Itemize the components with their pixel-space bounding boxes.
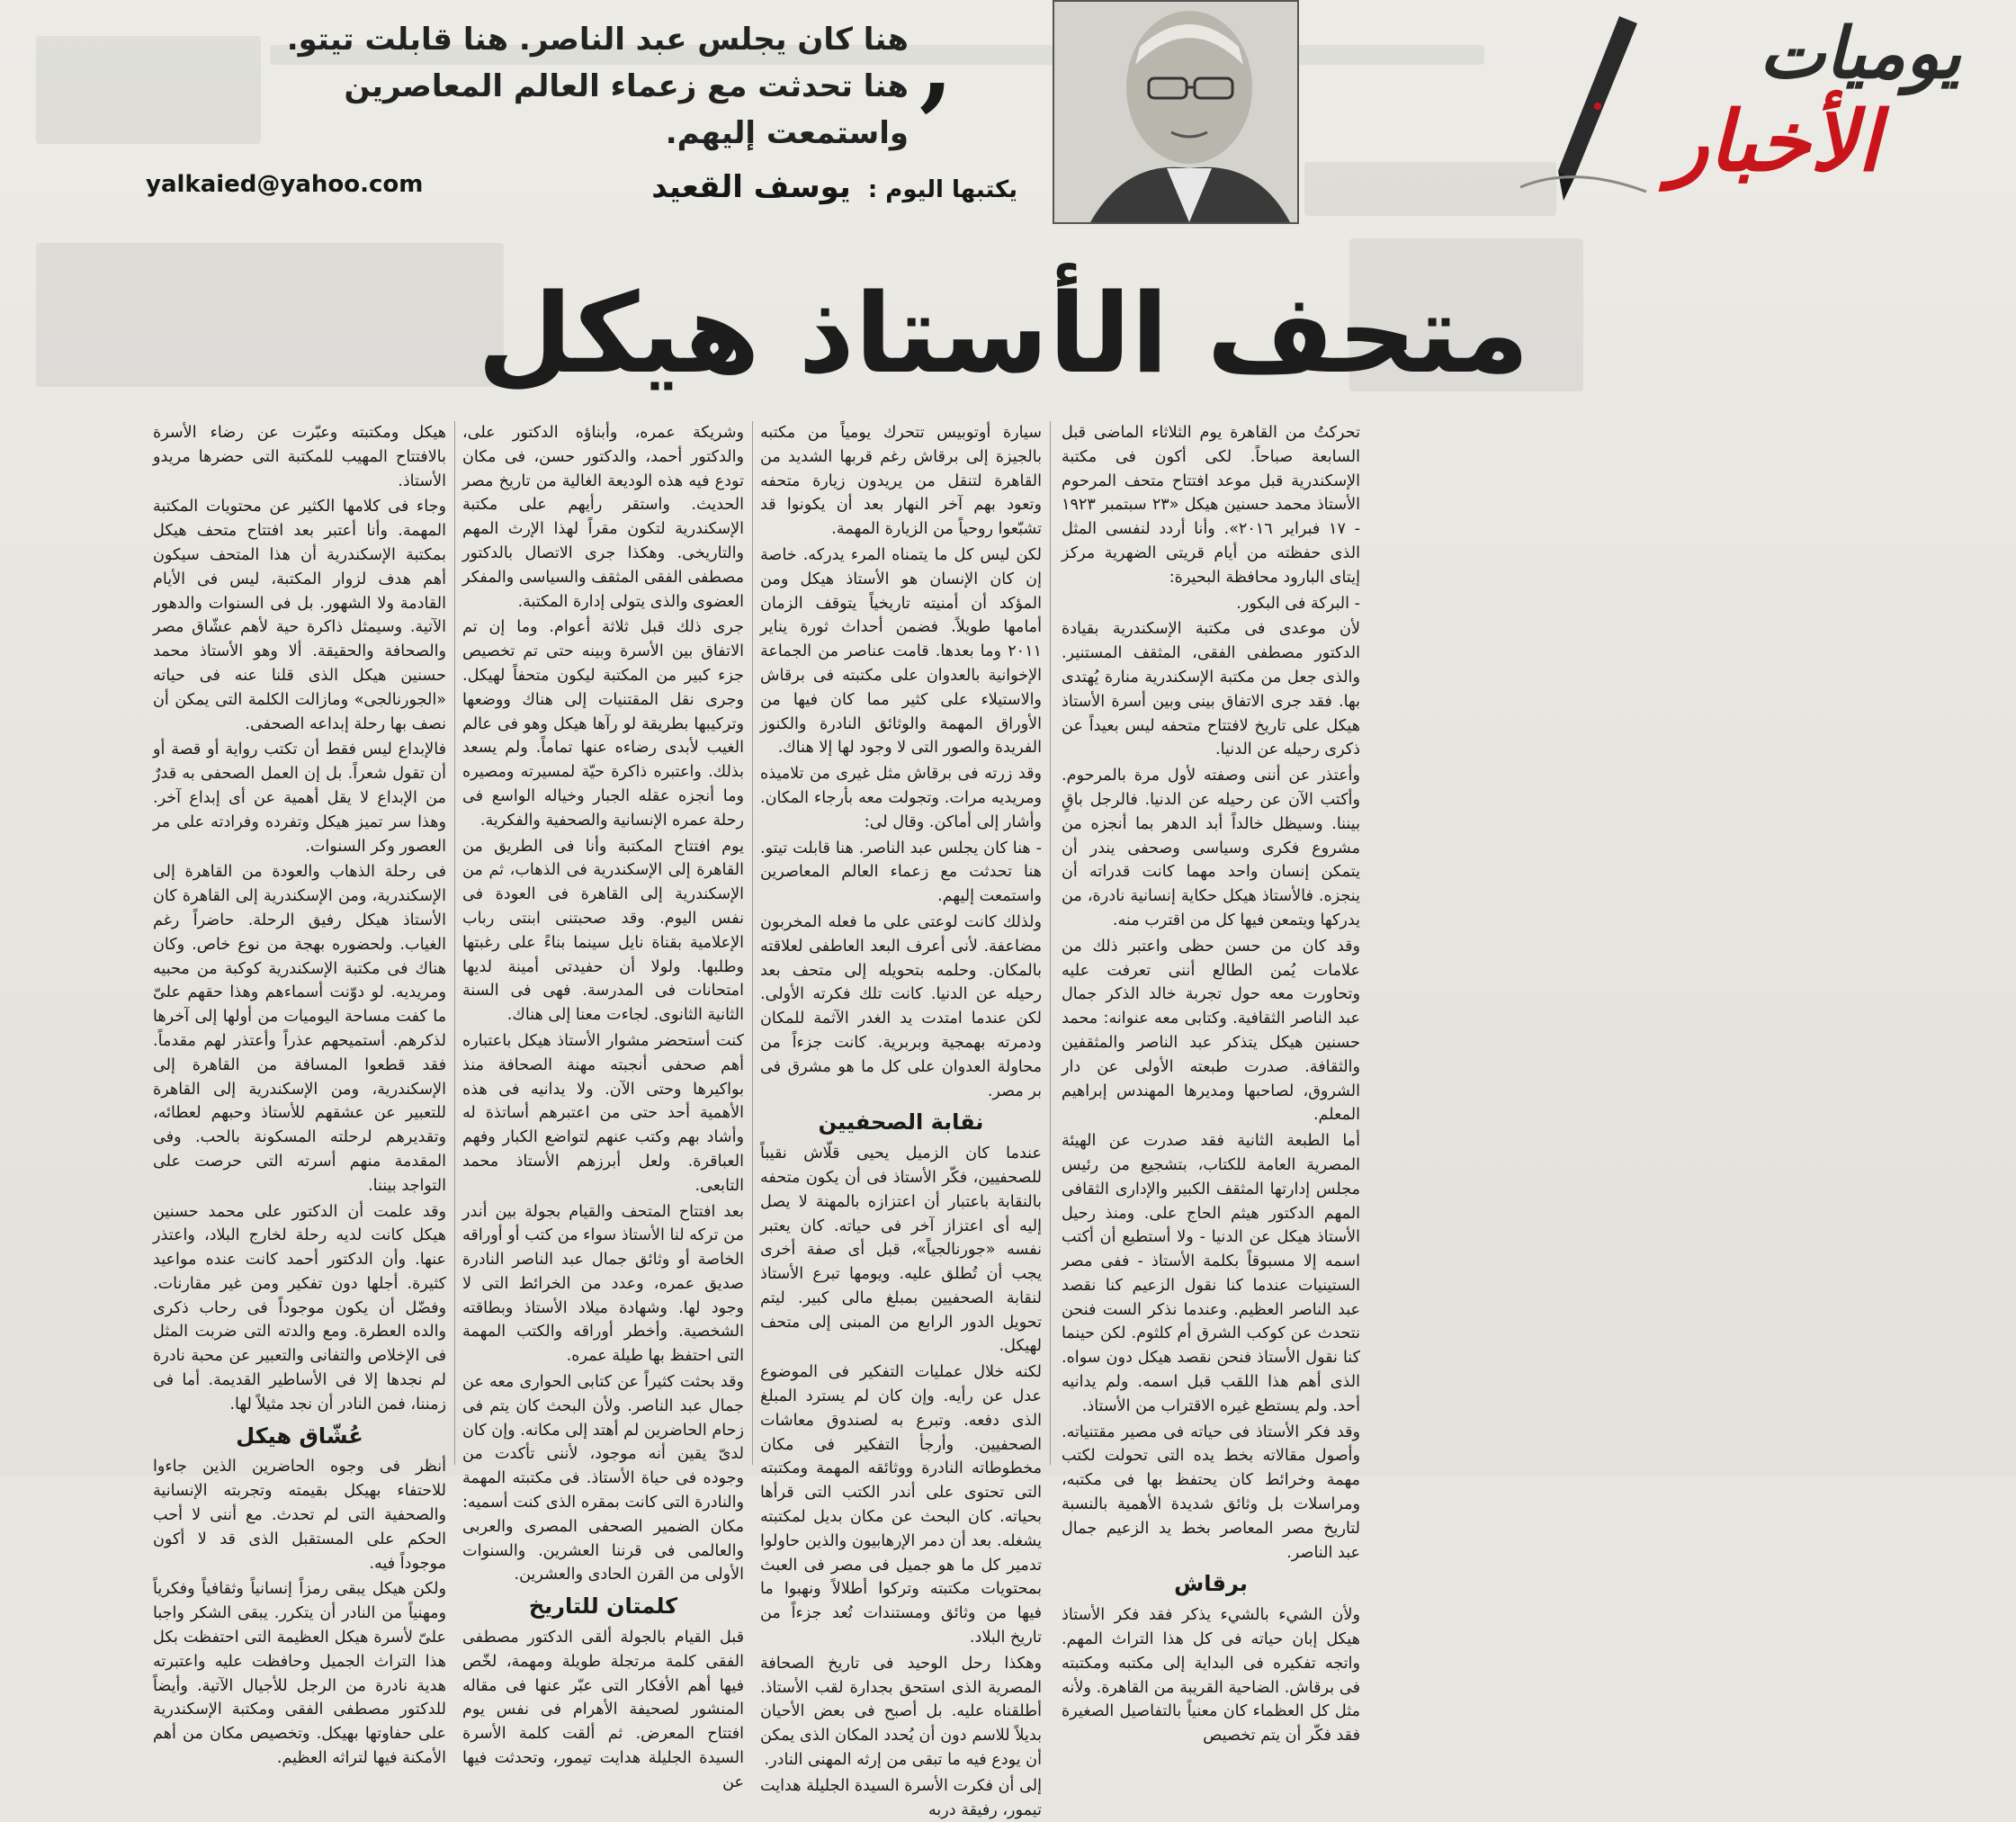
paragraph: عندما كان الزميل يحيى قلّاش نقيباً للصحفيين، فكّر الأستاذ فى أن يكون متحفه بالنقابة باعتبار أن اعتزازه بالمهنة لا يصل إليه أى اعتزاز آخر فى حياته. كان يعتبر نفسه «جورنالجياً»، قبل أى صفة أخرى يجب أن تُطلق عليه. ويومها تبرع الأستاذ لنقابة الصحفيين بمبلغ مالى كبير. ليتم تحويل الدور الرابع من المبنى إلى متحف لهيكل.: [760, 1144, 1042, 1356]
paragraph: لكن ليس كل ما يتمناه المرء يدركه. خاصة إن كان الإنسان هو الأستاذ هيكل ومن المؤكد أن أمنيته تاريخياً يتوقف الزمان أمامها طويلاً. فضمن أحداث ثورة يناير ٢٠١١ وما بعدها. قامت عناصر من الجماعة الإخوانية بالعدوان على مكتبته فى برقاش والاستيلاء على كثير مما كان فيها من الأوراق المهمة والوثائق النادرة والكنوز الفريدة والصور التى لا وجود لها إلا هناك.: [760, 545, 1042, 758]
paragraph: وهكذا رحل الوحيد فى تاريخ الصحافة المصرية الذى استحق بجدارة لقب الأستاذ. أطلقناه عليه. بل أصبح فى بعض الأحيان بديلاً للاسم دون أن يُحدد المكان الذى يمكن أن يودع فيه ما تبقى من إرثه المهنى النادر.: [760, 1654, 1042, 1770]
paragraph: وقد زرته فى برقاش مثل غيرى من تلاميذه ومريديه مرات. وتجولت معه بأرجاء المكان. وأشار إلى أماكن. وقال لى:: [760, 765, 1042, 831]
paragraph: فى رحلة الذهاب والعودة من القاهرة إلى الإسكندرية، ومن الإسكندرية إلى القاهرة كان الأستاذ هيكل رفيق الرحلة. حاضراً رغم الغياب. ولحضوره بهجة من نوع خاص. وكان هناك فى مكتبة الإسكندرية كوكبة من محبيه ومريديه. لو دوّنت أسماءهم وهذا حقهم علىّ ما كفت مساحة اليوميات من أولها إلى آخرها لذكرهم. أستميحهم عذراً وأعتذر لهم مقدماً. فقد قطعوا المسافة من القاهرة إلى الإسكندرية، ومن الإسكندرية إلى القاهرة للتعبير عن عشقهم للأستاذ وحبهم لعطائه، وتقديرهم لرحلته المسكونة بالحب. وفى المقدمة منهم أسرته التى حرصت على التواجد بيننا.: [153, 863, 446, 1195]
column-rule: [454, 421, 455, 1465]
paragraph: قبل القيام بالجولة ألقى الدكتور مصطفى الفقى كلمة مرتجلة طويلة ومهمة، لخّص فيها أهم الأفكار التى عبّر عنها فى مقاله المنشور لصحيفة الأهرام فى نفس يوم افتتاح المعرض. ثم ألقت كلمة الأسرة السيدة الجليلة هدايت تيمور، وتحدثت فيها عن: [462, 1629, 744, 1791]
column-rule: [752, 421, 753, 1465]
portrait-illustration: [1054, 2, 1297, 222]
paragraph: وقد كان من حسن حظى واعتبر ذلك من علامات يُمن الطالع أننى تعرفت عليه وتحاورت معه حول تجربة خالد الذكر جمال عبد الناصر الثقافية. وكتابى معه عنوانه: محمد حسنين هيكل يتذكر عبد الناصر والمثقفين والثقافة. صدرت طبعته الأولى عن دار الشروق، لصاحبها ومديرها المهندس إبراهيم المعلم.: [1062, 937, 1360, 1125]
paragraph: وجاء فى كلامها الكثير عن محتويات المكتبة المهمة. وأنا أعتبر بعد افتتاح متحف هيكل بمكتبة الإسكندرية أن هذا المتحف سيكون أهم هدف لزوار المكتبة، ليس فى الأيام القادمة ولا الشهور. بل فى السنوات والدهور الآتية. وسيمثل ذاكرة حية لأهم عشّاق مصر والصحافة والحقيقة. ألا وهو الأستاذ محمد حسنين هيكل الذى قلنا عنه فى حياته «الجورنالجى» ومازالت الكلمة التى يمكن أن نصف بها رحلة إبداعه الصحفى.: [153, 498, 446, 733]
pull-quote-text: هنا كان يجلس عبد الناصر. هنا قابلت تيتو. هنا تحدثت مع زعماء العالم المعاصرين واستمعت إليهم.: [286, 22, 909, 151]
section-subhead: برقاش: [1174, 1571, 1248, 1597]
headline: متحف الأستاذ هيكل: [477, 270, 1529, 398]
paragraph: هيكل ومكتبته وعبّرت عن رضاء الأسرة بالافتتاح المهيب للمكتبة التى حضرها مريدو الأستاذ.: [153, 424, 446, 490]
paragraph: كنت أستحضر مشوار الأستاذ هيكل باعتباره أهم صحفى أنجبته مهنة الصحافة منذ بواكيرها وحتى الآن. ولا يدانيه فى هذه الأهمية أحد حتى من اعتبرهم أساتذة له وأشاد بهم وكتب عنهم لتواضع الكبار وفهم العباقرة. ولعل أبرزهم الأستاذ محمد التابعى.: [462, 1031, 744, 1195]
paragraph: جرى ذلك قبل ثلاثة أعوام. وما إن تم الاتفاق بين الأسرة وبينه حتى تم تخصيص جزء كبير من المكتبة ليكون متحفاً لهيكل. وجرى نقل المقتنيات إلى هناك ووضعها وتركيبها بطريقة لو رآها هيكل وهو فى عالم الغيب لأبدى رضاءه عنها تماماً. ولم يسعد بذلك. واعتبره ذاكرة حيّة لمسيرته ومصيره وما أنجزه عقله الجبار وخياله الواسع فى رحلة عمره الإنسانية والصحفية والفكرية.: [462, 618, 744, 830]
bleed-through: [36, 36, 261, 144]
paragraph: لأن موعدى فى مكتبة الإسكندرية بقيادة الدكتور مصطفى الفقى، المثقف المستنير. والذى جعل من مكتبة الإسكندرية منارة يُهتدى بها. فقد جرى الاتفاق بينى وبين أسرة الأستاذ هيكل على تاريخ لافتتاح متحفه ليس بعيداً عن ذكرى رحيله عن الدنيا.: [1062, 620, 1360, 759]
article-column-4: [153, 421, 446, 1768]
paragraph: فالإبداع ليس فقط أن تكتب رواية أو قصة أو أن تقول شعراً. بل إن العمل الصحفى به قدرٌ من الإبداع لا يقل أهمية عن أى إبداع آخر. وهذا سر تميز هيكل وتفرده وفرادته على مر العصور وكر السنوات.: [153, 740, 446, 856]
article-column-2: [760, 421, 1042, 1819]
byline: [651, 169, 1017, 205]
paragraph: ولكن هيكل يبقى رمزاً إنسانياً وثقافياً وفكرياً ومهنياً من النادر أن يتكرر. يبقى الشكر واجبا علىّ لأسرة هيكل العظيمة التى احتفظت بكل هذا التراث الجميل وحافظت عليه واعتبرته هدية نادرة من الرجل للأجيال الآتية. وأيضاً للدكتور مصطفى الفقى ومكتبة الإسكندرية على حفاوتها بهيكل. وتخصيص مكان من أهم الأمكنة فيها لتراثه العظيم.: [153, 1580, 446, 1768]
masthead: [1511, 7, 1979, 214]
section-subhead: نقابة الصحفيين: [818, 1109, 984, 1135]
paragraph: وأعتذر عن أننى وصفته لأول مرة بالمرحوم. وأكتب الآن عن رحيله عن الدنيا. فالرجل باقٍ بيننا. وسيظل خالداً أبد الدهر بما أنجزه من مشروع فكرى وسياسى وصحفى يندر أن يتمكن إنسان واحد مهما كانت قدراته أن ينجزه. فالأستاذ هيكل حكاية إنسانية نادرة، من يدركها ويتمعن فيها كل من اقترب منه.: [1062, 767, 1360, 929]
paragraph: وقد علمت أن الدكتور على محمد حسنين هيكل كانت لديه رحلة لخارج البلاد، واعتذر عنها. وأن الدكتور أحمد كانت عنده مواعيد كثيرة. أجلها دون تفكير ومن غير مقارنات. وفضّل أن يكون موجوداً فى رحاب ذكرى والده العطرة. ومع والدته التى ضربت المثل فى الإخلاص والتفانى والتعبير عن محبة نادرة لم نجدها إلا فى الأساطير القديمة. أما فى زمننا، فمن النادر أن نجد مثيلاً لها.: [153, 1202, 446, 1414]
paragraph: ولذلك كانت لوعتى على ما فعله المخربون مضاعفة. لأنى أعرف البعد العاطفى لعلاقته بالمكان. وحلمه بتحويله إلى متحف بعد رحيله عن الدنيا. كانت تلك فكرته الأولى. لكن عندما امتدت يد الغدر الآثمة للمكان ودمرته بهمجية وبربرية. كانت جزءاً من محاولة العدوان على كل ما هو مشرق فى بر مصر.: [760, 912, 1042, 1100]
section-subhead: كلمتان للتاريخ: [528, 1593, 678, 1620]
paragraph: يوم افتتاح المكتبة وأنا فى الطريق من القاهرة إلى الإسكندرية فى الذهاب، ثم من الإسكندرية إلى القاهرة فى العودة فى نفس اليوم. وقد صحبتنى ابنتى رباب الإعلامية بقناة نايل سينما بناءً على رغبتها وطلبها. ولولا أن حفيدتى أمينة لديها امتحانات فى المدرسة. فهى فى السنة الثانية الثانوى. لجاءت معنا إلى هناك.: [462, 837, 744, 1025]
paragraph: بعد افتتاح المتحف والقيام بجولة بين أندر من تركه لنا الأستاذ سواء من كتب أو أوراقه الخاصة أو وثائق جمال عبد الناصر النادرة صديق عمره، وعدد من الخرائط التى لا وجود لها. وشهادة ميلاد الأستاذ وبطاقته الشخصية. وأخطر أوراقه والكتب المهمة التى احتفظ بها طيلة عمره.: [462, 1202, 744, 1366]
paragraph: ولأن الشيء بالشيء يذكر فقد فكر الأستاذ هيكل إبان حياته فى كل هذا التراث المهم. واتجه تفكيره فى البداية إلى مكتبه ومكتبته فى برقاش. الضاحية القريبة من القاهرة. ولأنه مثل كل العظماء كان معنياً بالتفاصيل الصغيرة فقد فكّر أن يتم تخصيص: [1062, 1606, 1360, 1746]
bleed-through: [36, 243, 504, 387]
author-email: yalkaied@yahoo.com: [146, 171, 424, 198]
section-subhead: عُشّاق هيكل: [236, 1423, 363, 1449]
paragraph: سيارة أوتوبيس تتحرك يومياً من مكتبه بالجيزة إلى برقاش رغم قربها الشديد من القاهرة لتنقل من يريدون زيارة متحفه وتعود بهم آخر النهار بعد أن يكونوا قد تشبّعوا روحياً من الزيارة المهمة.: [760, 424, 1042, 539]
byline-label: يكتبها اليوم :: [867, 176, 1017, 203]
masthead-title-bottom: الأخبار: [1668, 93, 1880, 190]
fountain-pen-icon: [1511, 7, 1655, 214]
article-column-3: [462, 421, 744, 1791]
masthead-title-top: يوميات: [1759, 13, 1961, 94]
paragraph: أنظر فى وجوه الحاضرين الذين جاءوا للاحتفاء بهيكل بقيمته وتجربته الإنسانية والصحفية التى لم تحدث. مع أننى لا أحب الحكم على المستقبل الذى قد لا أكون موجوداً فيه.: [153, 1458, 446, 1573]
paragraph: - هنا كان يجلس عبد الناصر. هنا قابلت تيتو. هنا تحدثت مع زعماء العالم المعاصرين واستمعت إليهم.: [760, 839, 1042, 906]
paragraph: وقد فكر الأستاذ فى حياته فى مصير مقتنياته. وأصول مقالاته بخط يده التى تحولت لكتب مهمة وخرائط كان يحتفظ بها فى مكتبه، ومراسلات بل وثائق شديدة الأهمية بالنسبة لتاريخ مصر المعاصر بخط يد الزعيم جمال عبد الناصر.: [1062, 1423, 1360, 1562]
paragraph: - البركة فى البكور.: [1236, 594, 1360, 613]
pull-quote: [286, 5, 954, 160]
paragraph: لكنه خلال عمليات التفكير فى الموضوع عدل عن رأيه. وإن كان لم يسترد المبلغ الذى دفعه. وتبرع به لصندوق معاشات الصحفيين. وأرجأ التفكير فى مكان مخطوطاته النادرة ووثائقه المهمة ومكتبته التى تحتوى على أندر الكتب التى قرأها بحياته. كان البحث عن مكان بديل لمكتبته يشغله. بعد أن دمر الإرهابيون والذين حاولوا تدمير كل ما هو جميل فى مصر فى العبث بمحتويات مكتبته وتركوا أطلالاً ونهبوا ما فيها من وثائق ومستندات تُعد جزءاً من تاريخ البلاد.: [760, 1363, 1042, 1647]
column-rule: [1050, 421, 1051, 1465]
paragraph: تحركتُ من القاهرة يوم الثلاثاء الماضى قبل السابعة صباحاً. لكى أكون فى مكتبة الإسكندرية قبل موعد افتتاح متحف المرحوم الأستاذ محمد حسنين هيكل «٢٣ سبتمبر ١٩٢٣ - ١٧ فبراير ٢٠١٦». وأنا أردد لنفسى المثل الذى حفظته من أيام قريتى الضهرية مركز إيتاى البارود محافظة البحيرة:: [1062, 424, 1360, 587]
author-photo: [1053, 0, 1299, 224]
paragraph: وقد بحثت كثيراً عن كتابى الحوارى معه عن جمال عبد الناصر. ولأن البحث كان يتم فى زحام الحاضرين لم أهتد إلى مكانه. وإن كان لدىّ يقين أنه موجود، لأننى تأكدت من وجوده فى حياة الأستاذ. فى مكتبته المهمة والنادرة التى كانت بمقره الذى كنت أسميه: مكان الضمير الصحفى المصرى والعربى والعالمى فى قرننا العشرين. والسنوات الأولى من القرن الحادى والعشرين.: [462, 1373, 744, 1584]
paragraph: إلى أن فكرت الأسرة السيدة الجليلة هدايت تيمور، رفيقة دربه: [760, 1776, 1042, 1819]
paragraph: أما الطبعة الثانية فقد صدرت عن الهيئة المصرية العامة للكتاب، بتشجيع من رئيس مجلس إدارتها المثقف الكبير والإدارى الثقافى المهم الدكتور هيثم الحاج على. ومنذ رحيل الأستاذ هيكل عن الدنيا - ولا أستطيع أن أكتب اسمه إلا مسبوقاً بكلمة الأستاذ - ففى مصر الستينيات عندما كنا نقول الزعيم كنا نقصد عبد الناصر العظيم. وعندما نذكر الست فنحن نتحدث عن كوكب الشرق أم كلثوم. لكن حينما كنا نقول الأستاذ فنحن نقصد هيكل دون سواه. الذى أهم هذا اللقب قبل اسمه. ولم يدانيه أحد. ولم يستطع غيره الاقتراب من الأستاذ.: [1062, 1132, 1360, 1415]
paragraph: وشريكة عمره، وأبناؤه الدكتور على، والدكتور أحمد، والدكتور حسن، فى مكان تودع فيه هذه الوديعة الغالية من تاريخ مصر الحديث. واستقر رأيهم على مكتبة الإسكندرية لتكون مقراً لهذا الإرث المهم والتاريخى. وهكذا جرى الاتصال بالدكتور مصطفى الفقى المثقف والسياسى والمفكر العضوى والذى يتولى إدارة المكتبة.: [462, 424, 744, 611]
article-column-1: [1062, 421, 1360, 1746]
quote-mark: ,: [918, 5, 954, 121]
author-name: يوسف القعيد: [651, 169, 851, 205]
